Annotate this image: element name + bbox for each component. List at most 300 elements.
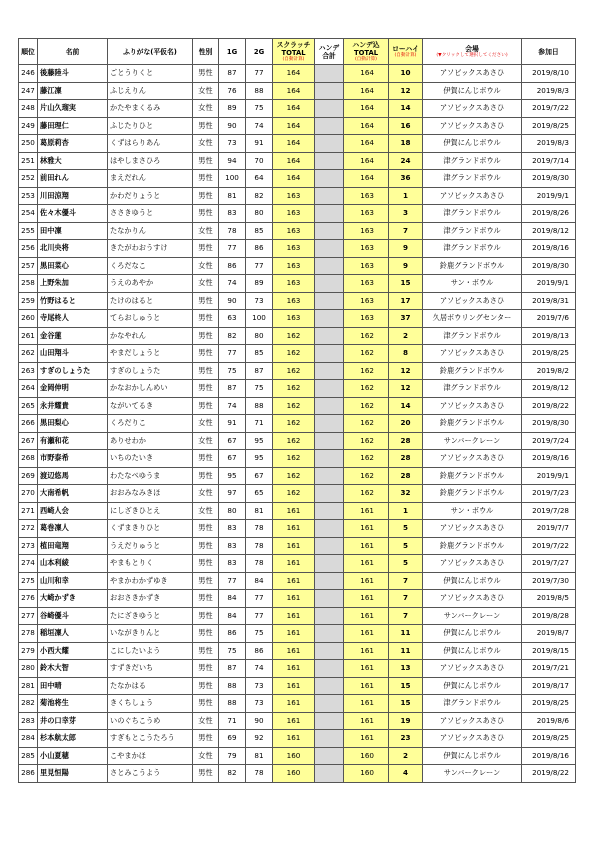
game2-cell[interactable]: 86 <box>246 642 273 660</box>
furigana-cell[interactable]: たにざきゆうと <box>108 607 193 625</box>
game1-cell[interactable]: 76 <box>219 82 246 100</box>
game1-cell[interactable]: 89 <box>219 100 246 118</box>
game2-cell[interactable]: 88 <box>246 82 273 100</box>
game2-cell[interactable]: 75 <box>246 100 273 118</box>
date-cell[interactable]: 2019/8/3 <box>522 82 576 100</box>
date-cell[interactable]: 2019/7/27 <box>522 555 576 573</box>
furigana-cell[interactable]: ごとうりくと <box>108 65 193 83</box>
name-cell[interactable]: 植田竜翔 <box>38 537 108 555</box>
game2-cell[interactable]: 80 <box>246 205 273 223</box>
game2-cell[interactable]: 73 <box>246 695 273 713</box>
name-cell[interactable]: 寺尾柊人 <box>38 310 108 328</box>
game1-cell[interactable]: 75 <box>219 642 246 660</box>
venue-select-cell[interactable]: 鈴鹿グランドボウル <box>423 537 522 555</box>
handicap-cell[interactable] <box>315 65 344 83</box>
furigana-cell[interactable]: かわだりょうと <box>108 187 193 205</box>
game1-cell[interactable]: 90 <box>219 292 246 310</box>
gender-cell[interactable]: 男性 <box>193 642 219 660</box>
game1-cell[interactable]: 63 <box>219 310 246 328</box>
gender-cell[interactable]: 男性 <box>193 292 219 310</box>
name-cell[interactable]: 市野泰希 <box>38 450 108 468</box>
furigana-cell[interactable]: くずまきりひと <box>108 520 193 538</box>
game2-cell[interactable]: 77 <box>246 590 273 608</box>
game2-cell[interactable]: 67 <box>246 467 273 485</box>
game2-cell[interactable]: 70 <box>246 152 273 170</box>
name-cell[interactable]: 佐々木優斗 <box>38 205 108 223</box>
venue-select-cell[interactable]: アソビックスあさひ <box>423 292 522 310</box>
game1-cell[interactable]: 94 <box>219 152 246 170</box>
game2-cell[interactable]: 78 <box>246 765 273 783</box>
handicap-cell[interactable] <box>315 625 344 643</box>
game1-cell[interactable]: 83 <box>219 537 246 555</box>
name-cell[interactable]: 杉本航太郎 <box>38 730 108 748</box>
game2-cell[interactable]: 74 <box>246 660 273 678</box>
name-cell[interactable]: 山田翔斗 <box>38 345 108 363</box>
date-cell[interactable]: 2019/7/21 <box>522 660 576 678</box>
game2-cell[interactable]: 95 <box>246 450 273 468</box>
furigana-cell[interactable]: やまもとりく <box>108 555 193 573</box>
game1-cell[interactable]: 71 <box>219 712 246 730</box>
furigana-cell[interactable]: すぎのしょうた <box>108 362 193 380</box>
game2-cell[interactable]: 95 <box>246 432 273 450</box>
venue-select-cell[interactable]: 鈴鹿グランドボウル <box>423 467 522 485</box>
gender-cell[interactable]: 男性 <box>193 152 219 170</box>
handicap-cell[interactable] <box>315 82 344 100</box>
venue-select-cell[interactable]: サンバークレーン <box>423 607 522 625</box>
gender-cell[interactable]: 女性 <box>193 100 219 118</box>
furigana-cell[interactable]: いのぐちこうめ <box>108 712 193 730</box>
name-cell[interactable]: 谷崎優斗 <box>38 607 108 625</box>
name-cell[interactable]: 小山夏穂 <box>38 747 108 765</box>
game2-cell[interactable]: 64 <box>246 170 273 188</box>
furigana-cell[interactable]: うえのあやか <box>108 275 193 293</box>
venue-select-cell[interactable]: 津グランドボウル <box>423 170 522 188</box>
name-cell[interactable]: 藤田理仁 <box>38 117 108 135</box>
name-cell[interactable]: 金谷蓮 <box>38 327 108 345</box>
game1-cell[interactable]: 86 <box>219 257 246 275</box>
name-cell[interactable]: 井の口幸芽 <box>38 712 108 730</box>
game2-cell[interactable]: 81 <box>246 747 273 765</box>
gender-cell[interactable]: 男性 <box>193 205 219 223</box>
game1-cell[interactable]: 87 <box>219 380 246 398</box>
furigana-cell[interactable]: こにしたいよう <box>108 642 193 660</box>
venue-select-cell[interactable]: 伊賀にんじボウル <box>423 747 522 765</box>
handicap-cell[interactable] <box>315 117 344 135</box>
furigana-cell[interactable]: まえだれん <box>108 170 193 188</box>
handicap-cell[interactable] <box>315 170 344 188</box>
furigana-cell[interactable]: うえだりゅうと <box>108 537 193 555</box>
game2-cell[interactable]: 73 <box>246 677 273 695</box>
furigana-cell[interactable]: かなおかしんめい <box>108 380 193 398</box>
date-cell[interactable]: 2019/7/23 <box>522 485 576 503</box>
date-cell[interactable]: 2019/8/15 <box>522 642 576 660</box>
handicap-cell[interactable] <box>315 380 344 398</box>
furigana-cell[interactable]: くずはらりあん <box>108 135 193 153</box>
game1-cell[interactable]: 78 <box>219 222 246 240</box>
handicap-cell[interactable] <box>315 450 344 468</box>
handicap-cell[interactable] <box>315 660 344 678</box>
date-cell[interactable]: 2019/9/1 <box>522 467 576 485</box>
game2-cell[interactable]: 90 <box>246 712 273 730</box>
handicap-cell[interactable] <box>315 590 344 608</box>
handicap-cell[interactable] <box>315 275 344 293</box>
name-cell[interactable]: 上野朱加 <box>38 275 108 293</box>
gender-cell[interactable]: 男性 <box>193 765 219 783</box>
game2-cell[interactable]: 77 <box>246 607 273 625</box>
venue-select-cell[interactable]: 津グランドボウル <box>423 240 522 258</box>
game1-cell[interactable]: 77 <box>219 572 246 590</box>
date-cell[interactable]: 2019/8/26 <box>522 205 576 223</box>
date-cell[interactable]: 2019/8/16 <box>522 747 576 765</box>
gender-cell[interactable]: 男性 <box>193 607 219 625</box>
venue-select-cell[interactable]: 津グランドボウル <box>423 152 522 170</box>
game2-cell[interactable]: 92 <box>246 730 273 748</box>
handicap-cell[interactable] <box>315 730 344 748</box>
furigana-cell[interactable]: わたなべゆうま <box>108 467 193 485</box>
name-cell[interactable]: 藤江凜 <box>38 82 108 100</box>
venue-select-cell[interactable]: 鈴鹿グランドボウル <box>423 415 522 433</box>
gender-cell[interactable]: 男性 <box>193 450 219 468</box>
game1-cell[interactable]: 87 <box>219 65 246 83</box>
date-cell[interactable]: 2019/8/30 <box>522 415 576 433</box>
venue-select-cell[interactable]: 鈴鹿グランドボウル <box>423 485 522 503</box>
date-cell[interactable]: 2019/8/30 <box>522 257 576 275</box>
game2-cell[interactable]: 84 <box>246 572 273 590</box>
game1-cell[interactable]: 87 <box>219 660 246 678</box>
game2-cell[interactable]: 75 <box>246 380 273 398</box>
date-cell[interactable]: 2019/7/22 <box>522 100 576 118</box>
gender-cell[interactable]: 男性 <box>193 345 219 363</box>
game1-cell[interactable]: 69 <box>219 730 246 748</box>
gender-cell[interactable]: 男性 <box>193 65 219 83</box>
date-cell[interactable]: 2019/8/25 <box>522 695 576 713</box>
game1-cell[interactable]: 73 <box>219 135 246 153</box>
game1-cell[interactable]: 83 <box>219 205 246 223</box>
game1-cell[interactable]: 80 <box>219 502 246 520</box>
handicap-cell[interactable] <box>315 100 344 118</box>
venue-select-cell[interactable]: 津グランドボウル <box>423 222 522 240</box>
venue-select-cell[interactable]: 鈴鹿グランドボウル <box>423 257 522 275</box>
date-cell[interactable]: 2019/8/16 <box>522 450 576 468</box>
date-cell[interactable]: 2019/7/14 <box>522 152 576 170</box>
gender-cell[interactable]: 男性 <box>193 520 219 538</box>
furigana-cell[interactable]: おおさきかずき <box>108 590 193 608</box>
game1-cell[interactable]: 67 <box>219 432 246 450</box>
game1-cell[interactable]: 90 <box>219 117 246 135</box>
date-cell[interactable]: 2019/8/22 <box>522 765 576 783</box>
handicap-cell[interactable] <box>315 747 344 765</box>
venue-select-cell[interactable]: アソビックスあさひ <box>423 100 522 118</box>
furigana-cell[interactable]: かなやれん <box>108 327 193 345</box>
handicap-cell[interactable] <box>315 292 344 310</box>
furigana-cell[interactable]: くろだりこ <box>108 415 193 433</box>
gender-cell[interactable]: 女性 <box>193 222 219 240</box>
game1-cell[interactable]: 82 <box>219 327 246 345</box>
date-cell[interactable]: 2019/7/28 <box>522 502 576 520</box>
date-cell[interactable]: 2019/9/1 <box>522 275 576 293</box>
venue-select-cell[interactable]: アソビックスあさひ <box>423 712 522 730</box>
game1-cell[interactable]: 97 <box>219 485 246 503</box>
name-cell[interactable]: すぎのしょうた <box>38 362 108 380</box>
game1-cell[interactable]: 75 <box>219 362 246 380</box>
handicap-cell[interactable] <box>315 642 344 660</box>
game1-cell[interactable]: 77 <box>219 345 246 363</box>
date-cell[interactable]: 2019/8/6 <box>522 712 576 730</box>
date-cell[interactable]: 2019/8/2 <box>522 362 576 380</box>
game2-cell[interactable]: 82 <box>246 187 273 205</box>
game2-cell[interactable]: 74 <box>246 117 273 135</box>
furigana-cell[interactable]: かたやまくるみ <box>108 100 193 118</box>
handicap-cell[interactable] <box>315 537 344 555</box>
date-cell[interactable]: 2019/7/22 <box>522 537 576 555</box>
date-cell[interactable]: 2019/8/13 <box>522 327 576 345</box>
game2-cell[interactable]: 81 <box>246 502 273 520</box>
venue-select-cell[interactable]: 伊賀にんじボウル <box>423 625 522 643</box>
gender-cell[interactable]: 男性 <box>193 397 219 415</box>
handicap-cell[interactable] <box>315 240 344 258</box>
game2-cell[interactable]: 77 <box>246 257 273 275</box>
handicap-cell[interactable] <box>315 555 344 573</box>
handicap-cell[interactable] <box>315 502 344 520</box>
game2-cell[interactable]: 73 <box>246 292 273 310</box>
name-cell[interactable]: 大崎かずき <box>38 590 108 608</box>
gender-cell[interactable]: 男性 <box>193 170 219 188</box>
name-cell[interactable]: 稲垣凜人 <box>38 625 108 643</box>
furigana-cell[interactable]: ふじえりん <box>108 82 193 100</box>
game1-cell[interactable]: 84 <box>219 607 246 625</box>
furigana-cell[interactable]: さとみこうよう <box>108 765 193 783</box>
venue-select-cell[interactable]: アソビックスあさひ <box>423 555 522 573</box>
furigana-cell[interactable]: こやまかほ <box>108 747 193 765</box>
gender-cell[interactable]: 男性 <box>193 695 219 713</box>
name-cell[interactable]: 里見恒陽 <box>38 765 108 783</box>
game1-cell[interactable]: 77 <box>219 240 246 258</box>
name-cell[interactable]: 山川和幸 <box>38 572 108 590</box>
game2-cell[interactable]: 87 <box>246 362 273 380</box>
gender-cell[interactable]: 男性 <box>193 240 219 258</box>
venue-select-cell[interactable]: 伊賀にんじボウル <box>423 572 522 590</box>
gender-cell[interactable]: 男性 <box>193 677 219 695</box>
venue-select-cell[interactable]: アソビックスあさひ <box>423 397 522 415</box>
game2-cell[interactable]: 65 <box>246 485 273 503</box>
gender-cell[interactable]: 女性 <box>193 257 219 275</box>
furigana-cell[interactable]: すずきだいち <box>108 660 193 678</box>
game1-cell[interactable]: 82 <box>219 765 246 783</box>
game2-cell[interactable]: 80 <box>246 327 273 345</box>
handicap-cell[interactable] <box>315 135 344 153</box>
game1-cell[interactable]: 100 <box>219 170 246 188</box>
gender-cell[interactable]: 男性 <box>193 537 219 555</box>
name-cell[interactable]: 田中凜 <box>38 222 108 240</box>
game1-cell[interactable]: 79 <box>219 747 246 765</box>
venue-select-cell[interactable]: アソビックスあさひ <box>423 450 522 468</box>
venue-select-cell[interactable]: 伊賀にんじボウル <box>423 82 522 100</box>
name-cell[interactable]: 川田涼翔 <box>38 187 108 205</box>
name-cell[interactable]: 大南希帆 <box>38 485 108 503</box>
name-cell[interactable]: 田中晴 <box>38 677 108 695</box>
venue-select-cell[interactable]: 津グランドボウル <box>423 327 522 345</box>
name-cell[interactable]: 鈴木大智 <box>38 660 108 678</box>
name-cell[interactable]: 金岡伸明 <box>38 380 108 398</box>
name-cell[interactable]: 黒田梨心 <box>38 415 108 433</box>
game2-cell[interactable]: 78 <box>246 555 273 573</box>
game1-cell[interactable]: 84 <box>219 590 246 608</box>
game2-cell[interactable]: 85 <box>246 345 273 363</box>
furigana-cell[interactable]: いながきりんと <box>108 625 193 643</box>
gender-cell[interactable]: 男性 <box>193 625 219 643</box>
handicap-cell[interactable] <box>315 205 344 223</box>
date-cell[interactable]: 2019/8/12 <box>522 380 576 398</box>
gender-cell[interactable]: 男性 <box>193 117 219 135</box>
game1-cell[interactable]: 91 <box>219 415 246 433</box>
venue-select-cell[interactable]: 伊賀にんじボウル <box>423 135 522 153</box>
game2-cell[interactable]: 86 <box>246 240 273 258</box>
furigana-cell[interactable]: ありせわか <box>108 432 193 450</box>
gender-cell[interactable]: 男性 <box>193 327 219 345</box>
name-cell[interactable]: 前田れん <box>38 170 108 188</box>
venue-select-cell[interactable]: サン・ボウル <box>423 275 522 293</box>
game1-cell[interactable]: 88 <box>219 695 246 713</box>
handicap-cell[interactable] <box>315 765 344 783</box>
date-cell[interactable]: 2019/8/7 <box>522 625 576 643</box>
venue-select-cell[interactable]: 津グランドボウル <box>423 695 522 713</box>
gender-cell[interactable]: 男性 <box>193 730 219 748</box>
handicap-cell[interactable] <box>315 520 344 538</box>
handicap-cell[interactable] <box>315 607 344 625</box>
venue-select-cell[interactable]: 鈴鹿グランドボウル <box>423 362 522 380</box>
venue-select-cell[interactable]: アソビックスあさひ <box>423 187 522 205</box>
date-cell[interactable]: 2019/8/25 <box>522 730 576 748</box>
handicap-cell[interactable] <box>315 187 344 205</box>
gender-cell[interactable]: 女性 <box>193 747 219 765</box>
name-cell[interactable]: 林雅大 <box>38 152 108 170</box>
game1-cell[interactable]: 83 <box>219 555 246 573</box>
gender-cell[interactable]: 女性 <box>193 502 219 520</box>
handicap-cell[interactable] <box>315 257 344 275</box>
venue-select-cell[interactable]: アソビックスあさひ <box>423 730 522 748</box>
game2-cell[interactable]: 89 <box>246 275 273 293</box>
game1-cell[interactable]: 83 <box>219 520 246 538</box>
date-cell[interactable]: 2019/8/25 <box>522 345 576 363</box>
gender-cell[interactable]: 男性 <box>193 310 219 328</box>
name-cell[interactable]: 片山久瑠実 <box>38 100 108 118</box>
date-cell[interactable]: 2019/8/3 <box>522 135 576 153</box>
furigana-cell[interactable]: きくちしょう <box>108 695 193 713</box>
venue-select-cell[interactable]: 津グランドボウル <box>423 380 522 398</box>
date-cell[interactable]: 2019/7/6 <box>522 310 576 328</box>
gender-cell[interactable]: 女性 <box>193 82 219 100</box>
name-cell[interactable]: 渡辺悠馬 <box>38 467 108 485</box>
game1-cell[interactable]: 74 <box>219 397 246 415</box>
date-cell[interactable]: 2019/7/7 <box>522 520 576 538</box>
name-cell[interactable]: 山本利綾 <box>38 555 108 573</box>
handicap-cell[interactable] <box>315 397 344 415</box>
venue-select-cell[interactable]: 久居ボウリングセンター <box>423 310 522 328</box>
handicap-cell[interactable] <box>315 485 344 503</box>
date-cell[interactable]: 2019/8/17 <box>522 677 576 695</box>
date-cell[interactable]: 2019/8/12 <box>522 222 576 240</box>
venue-select-cell[interactable]: 伊賀にんじボウル <box>423 642 522 660</box>
furigana-cell[interactable]: たなかはる <box>108 677 193 695</box>
gender-cell[interactable]: 男性 <box>193 660 219 678</box>
name-cell[interactable]: 北川央将 <box>38 240 108 258</box>
game2-cell[interactable]: 78 <box>246 537 273 555</box>
date-cell[interactable]: 2019/9/1 <box>522 187 576 205</box>
handicap-cell[interactable] <box>315 327 344 345</box>
game2-cell[interactable]: 78 <box>246 520 273 538</box>
gender-cell[interactable]: 女性 <box>193 275 219 293</box>
date-cell[interactable]: 2019/8/25 <box>522 117 576 135</box>
venue-select-cell[interactable]: アソビックスあさひ <box>423 65 522 83</box>
furigana-cell[interactable]: いちのたいき <box>108 450 193 468</box>
name-cell[interactable]: 西崎人会 <box>38 502 108 520</box>
handicap-cell[interactable] <box>315 415 344 433</box>
name-cell[interactable]: 小西大耀 <box>38 642 108 660</box>
game2-cell[interactable]: 88 <box>246 397 273 415</box>
furigana-cell[interactable]: やまだしょうと <box>108 345 193 363</box>
furigana-cell[interactable]: くろだなこ <box>108 257 193 275</box>
game1-cell[interactable]: 95 <box>219 467 246 485</box>
venue-select-cell[interactable]: 伊賀にんじボウル <box>423 677 522 695</box>
gender-cell[interactable]: 男性 <box>193 467 219 485</box>
furigana-cell[interactable]: てらおしゅうと <box>108 310 193 328</box>
date-cell[interactable]: 2019/8/31 <box>522 292 576 310</box>
gender-cell[interactable]: 男性 <box>193 572 219 590</box>
gender-cell[interactable]: 男性 <box>193 380 219 398</box>
furigana-cell[interactable]: にしざきひとえ <box>108 502 193 520</box>
handicap-cell[interactable] <box>315 432 344 450</box>
game2-cell[interactable]: 75 <box>246 625 273 643</box>
handicap-cell[interactable] <box>315 345 344 363</box>
date-cell[interactable]: 2019/8/5 <box>522 590 576 608</box>
name-cell[interactable]: 葛巻凜人 <box>38 520 108 538</box>
handicap-cell[interactable] <box>315 572 344 590</box>
handicap-cell[interactable] <box>315 467 344 485</box>
furigana-cell[interactable]: ささきゆうと <box>108 205 193 223</box>
furigana-cell[interactable]: たけのはると <box>108 292 193 310</box>
furigana-cell[interactable]: おおみなみきほ <box>108 485 193 503</box>
name-cell[interactable]: 後藤陸斗 <box>38 65 108 83</box>
game1-cell[interactable]: 86 <box>219 625 246 643</box>
date-cell[interactable]: 2019/7/24 <box>522 432 576 450</box>
venue-select-cell[interactable]: アソビックスあさひ <box>423 345 522 363</box>
date-cell[interactable]: 2019/7/30 <box>522 572 576 590</box>
date-cell[interactable]: 2019/8/10 <box>522 65 576 83</box>
game1-cell[interactable]: 67 <box>219 450 246 468</box>
handicap-cell[interactable] <box>315 362 344 380</box>
game2-cell[interactable]: 100 <box>246 310 273 328</box>
venue-select-cell[interactable]: アソビックスあさひ <box>423 117 522 135</box>
venue-select-cell[interactable]: サンバークレーン <box>423 432 522 450</box>
venue-select-cell[interactable]: サン・ボウル <box>423 502 522 520</box>
handicap-cell[interactable] <box>315 310 344 328</box>
gender-cell[interactable]: 女性 <box>193 485 219 503</box>
furigana-cell[interactable]: すぎもとこうたろう <box>108 730 193 748</box>
venue-select-cell[interactable]: アソビックスあさひ <box>423 660 522 678</box>
game1-cell[interactable]: 74 <box>219 275 246 293</box>
date-cell[interactable]: 2019/8/30 <box>522 170 576 188</box>
handicap-cell[interactable] <box>315 222 344 240</box>
name-cell[interactable]: 永井耀貴 <box>38 397 108 415</box>
furigana-cell[interactable]: たなかりん <box>108 222 193 240</box>
furigana-cell[interactable]: ふじたりひと <box>108 117 193 135</box>
date-cell[interactable]: 2019/8/28 <box>522 607 576 625</box>
furigana-cell[interactable]: きたがわおうすけ <box>108 240 193 258</box>
name-cell[interactable]: 有瀬和花 <box>38 432 108 450</box>
gender-cell[interactable]: 女性 <box>193 415 219 433</box>
furigana-cell[interactable]: はやしまさひろ <box>108 152 193 170</box>
name-cell[interactable]: 竹野はると <box>38 292 108 310</box>
